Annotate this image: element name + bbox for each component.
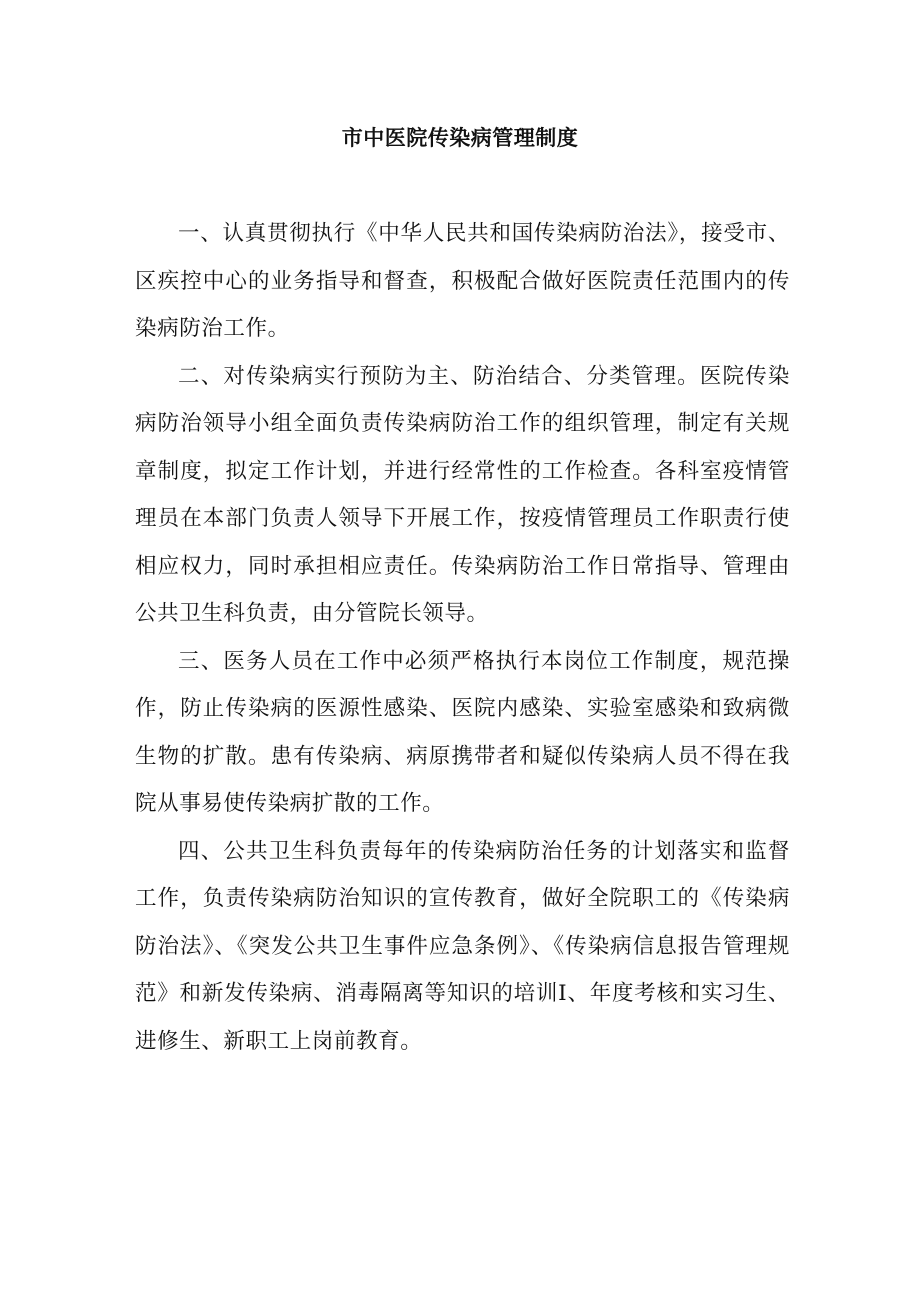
document-body [135, 210, 790, 1065]
paragraph-4: 四、公共卫生科负责每年的传染病防治任务的计划落实和监督工作，负责传染病防治知识的宣传教育，做好全院职工的《传染病防治法》、《突发公共卫生事件应急条例》、《传染病信息报告管理规范》和新发传染病、消毒隔离等知识的培训Ⅰ、年度考核和实习生、进修生、新职工上岗前教育。 [135, 838, 790, 1054]
document-title: 市中医院传染病管理制度 [341, 125, 579, 150]
paragraph-2: 二、对传染病实行预防为主、防治结合、分类管理。医院传染病防治领导小组全面负责传染病防治工作的组织管理，制定有关规章制度，拟定工作计划，并进行经常性的工作检查。各科室疫情管理员在本部门负责人领导下开展工作，按疫情管理员工作职责行使相应权力，同时承担相应责任。传染病防治工作日常指导、管理由公共卫生科负责，由分管院长领导。 [135, 363, 790, 626]
paragraph-3: 三、医务人员在工作中必须严格执行本岗位工作制度，规范操作，防止传染病的医源性感染、医院内感染、实验室感染和致病微生物的扩散。患有传染病、病原携带者和疑似传染病人员不得在我院从事易使传染病扩散的工作。 [135, 648, 790, 816]
paragraph-1: 一、认真贯彻执行《中华人民共和国传染病防治法》，接受市、区疾控中心的业务指导和督查，积极配合做好医院责任范围内的传染病防治工作。 [135, 221, 790, 341]
